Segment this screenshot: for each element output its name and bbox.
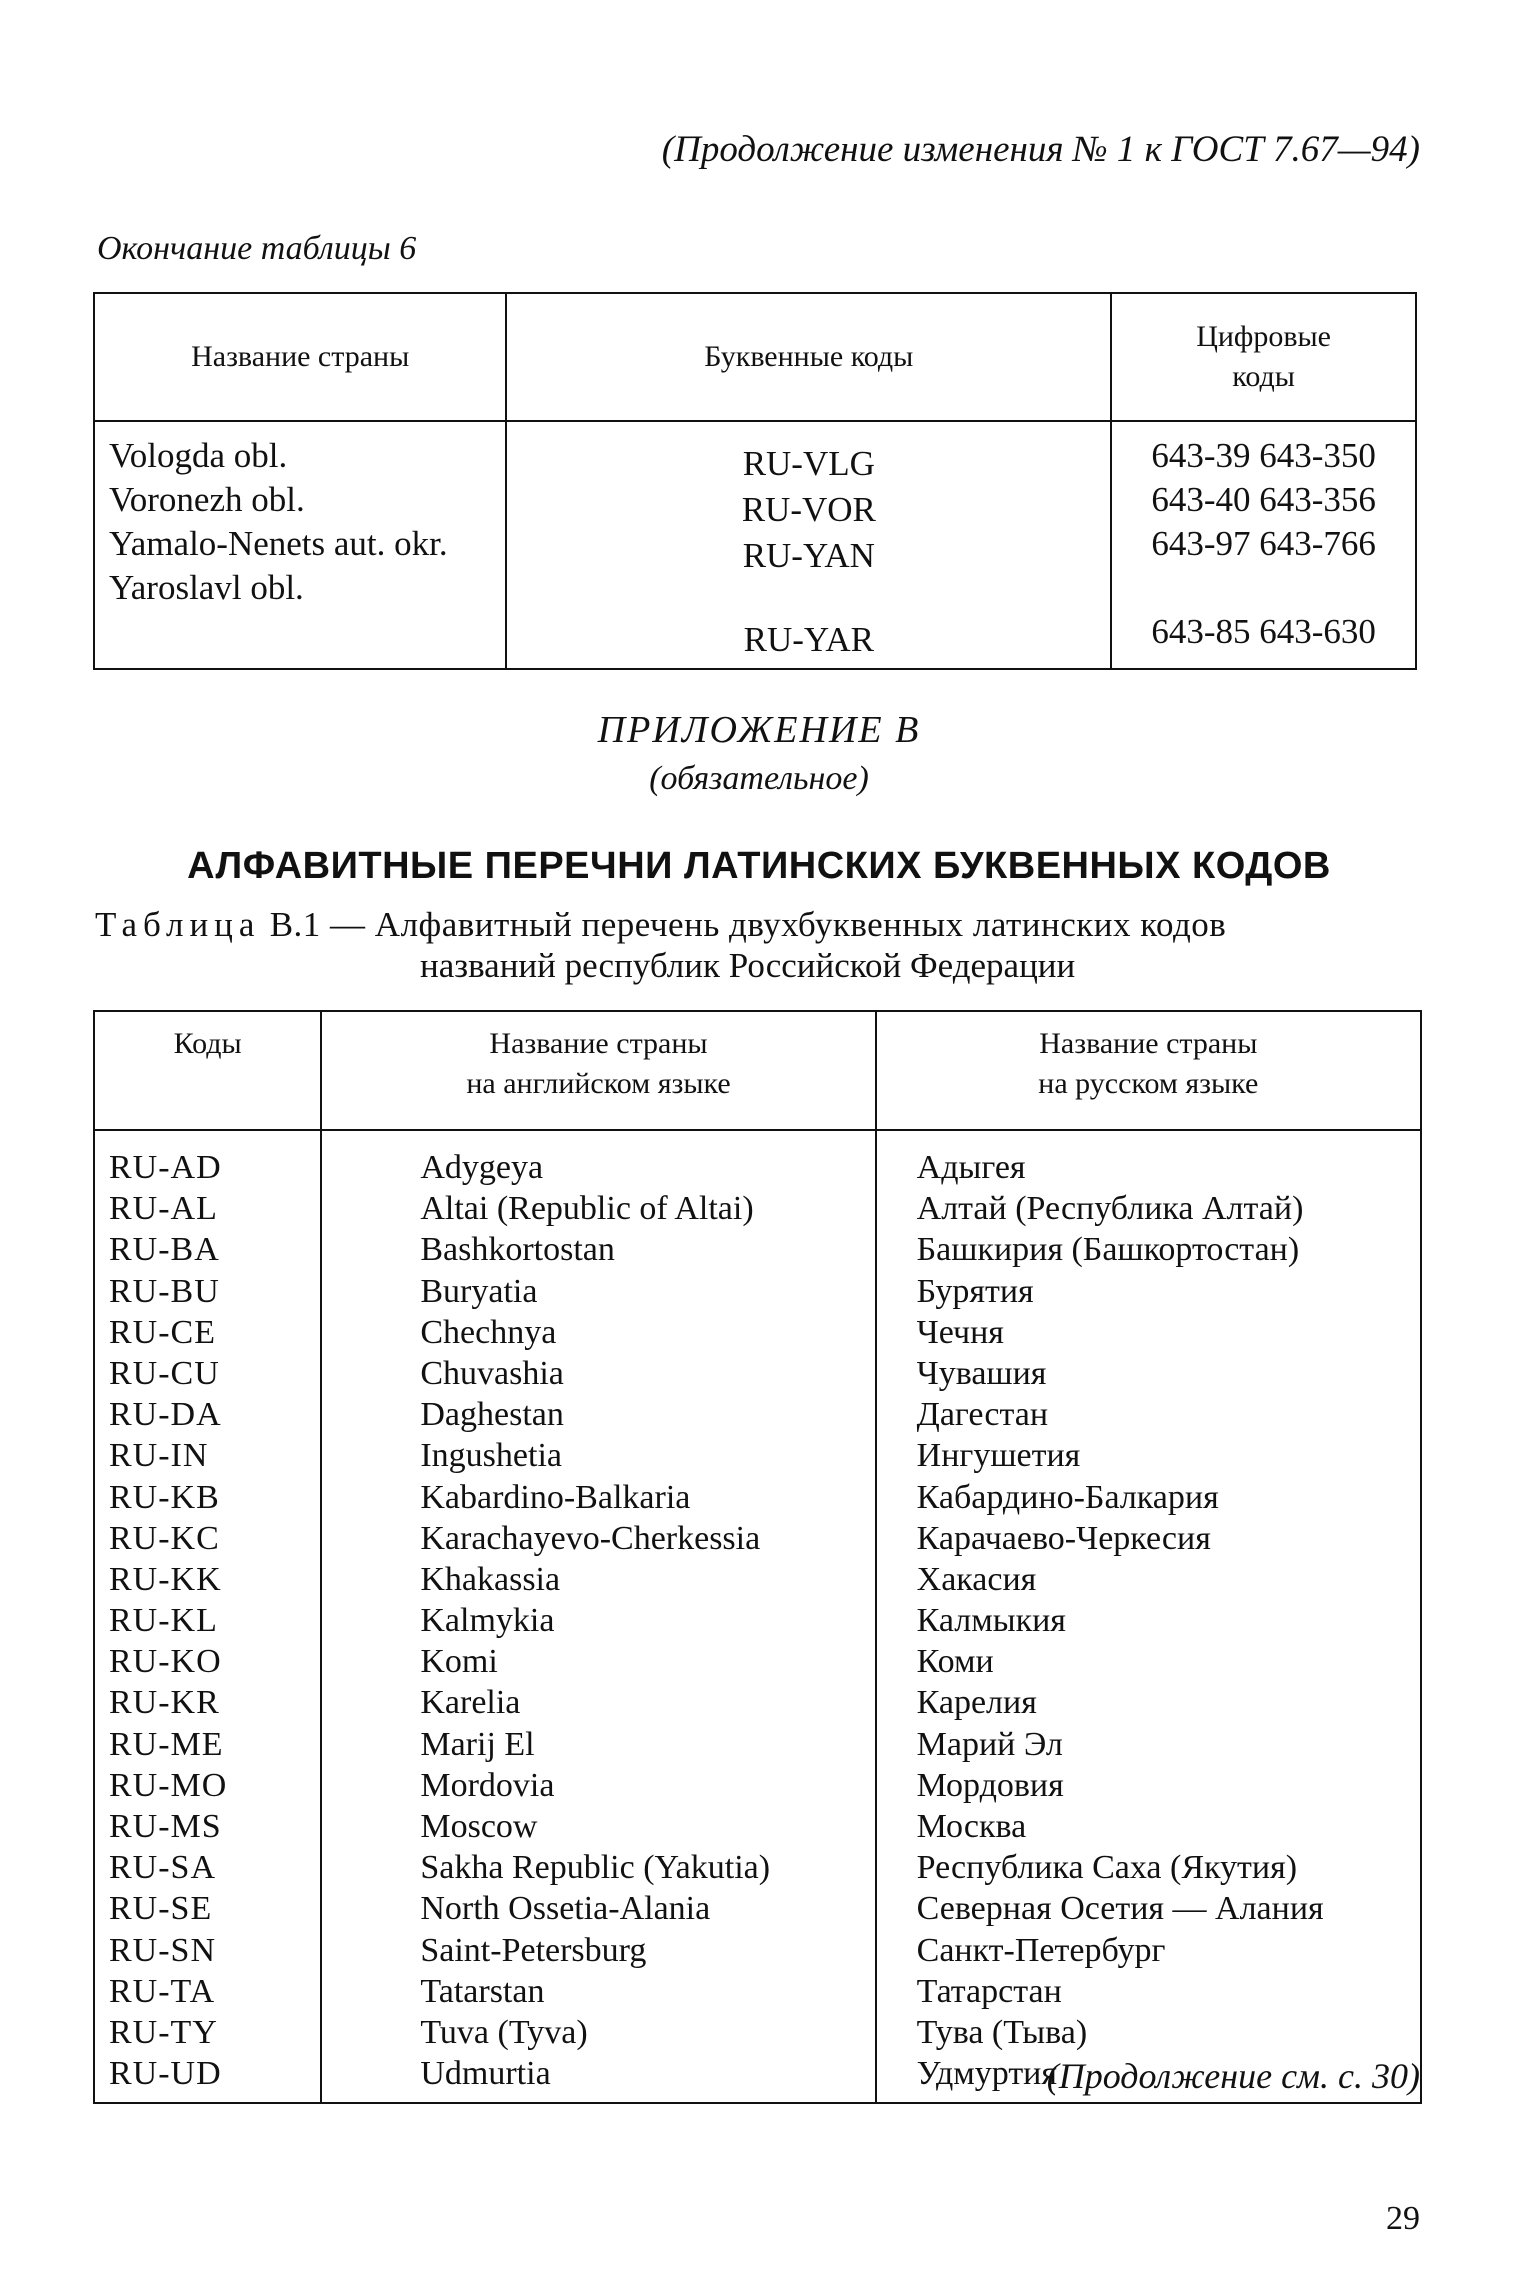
running-header: (Продолжение изменения № 1 к ГОСТ 7.67—94) — [661, 129, 1420, 170]
table-label-word: Таблица — [95, 905, 261, 944]
appendix-subtitle: (обязательное) — [649, 760, 869, 797]
table-6-digits: 643-97 643-766 — [1151, 524, 1376, 563]
table-6-body-row — [94, 421, 1416, 669]
region-name-english: Tuva (Tyva) — [420, 2013, 588, 2051]
english-header-line2: на английском языке — [466, 1067, 731, 1100]
table-6-code: RU-YAN — [742, 536, 875, 575]
column-header-english — [321, 1011, 875, 1130]
region-name-russian: Дагестан — [916, 1396, 1049, 1434]
region-name-english: Karelia — [420, 1684, 521, 1722]
region-name-english: Chechnya — [420, 1313, 557, 1351]
region-code: RU-KL — [109, 1602, 218, 1640]
region-name-russian: Удмуртия — [916, 2055, 1058, 2093]
table-6-digits: 643-40 643-356 — [1151, 480, 1376, 519]
region-code: RU-TA — [109, 1972, 216, 2010]
digit-codes-label: Цифровые коды — [1196, 320, 1331, 393]
region-name-russian: Республика Саха (Якутия) — [916, 1849, 1298, 1887]
english-names-column — [321, 1130, 875, 2103]
table-6-code: RU-YAR — [743, 620, 874, 659]
table-6 — [93, 292, 1417, 670]
region-code: RU-UD — [109, 2055, 222, 2093]
region-name-russian: Чечня — [916, 1313, 1004, 1351]
table-b1-header-row — [94, 1011, 1421, 1130]
region-name-english: Mordovia — [420, 1766, 555, 1804]
region-name-russian: Алтай (Республика Алтай) — [916, 1190, 1304, 1228]
table-label-rest: В.1 — Алфавитный перечень двухбуквенных латинских кодов — [269, 905, 1227, 944]
table-6-header-row — [94, 293, 1416, 421]
region-code: RU-BA — [109, 1231, 220, 1269]
table-b1-body-row — [94, 1130, 1421, 2103]
table-6-name: Vologda obl. — [109, 436, 288, 475]
table-6-digits: 643-39 643-350 — [1151, 436, 1376, 475]
region-code: RU-SA — [109, 1849, 217, 1887]
region-name-russian: Татарстан — [916, 1972, 1062, 2010]
region-name-english: Bashkortostan — [420, 1231, 615, 1269]
region-code: RU-AL — [109, 1190, 218, 1228]
region-name-english: Karachayevo-Cherkessia — [420, 1519, 761, 1557]
table-caption: Окончание таблицы 6 — [97, 230, 417, 267]
region-name-english: Ingushetia — [420, 1437, 562, 1475]
region-name-english: Adygeya — [420, 1149, 544, 1186]
region-name-russian: Марий Эл — [916, 1725, 1063, 1763]
region-name-russian: Адыгея — [916, 1149, 1026, 1186]
region-name-english: Marij El — [420, 1725, 535, 1763]
region-name-english: Sakha Republic (Yakutia) — [420, 1849, 771, 1887]
region-code: RU-CE — [109, 1313, 216, 1351]
russian-header-line2: на русском языке — [1038, 1067, 1259, 1100]
region-name-english: Altai (Republic of Altai) — [420, 1190, 754, 1228]
table-b1-label-line2: названий республик Российской Федерации — [420, 946, 1076, 985]
region-name-russian: Тува (Тыва) — [916, 2013, 1088, 2051]
table-6-name: Voronezh obl. — [109, 480, 305, 519]
section-heading: АЛФАВИТНЫЕ ПЕРЕЧНИ ЛАТИНСКИХ БУКВЕННЫХ КОДОВ — [187, 845, 1331, 887]
region-code: RU-ME — [109, 1725, 224, 1763]
region-name-english: North Ossetia-Alania — [420, 1890, 711, 1928]
region-name-russian: Москва — [916, 1808, 1027, 1845]
region-name-russian: Калмыкия — [916, 1602, 1066, 1640]
region-code: RU-KC — [109, 1519, 220, 1557]
region-name-english: Chuvashia — [420, 1354, 564, 1392]
region-code: RU-MO — [109, 1766, 228, 1804]
russian-names-column — [876, 1130, 1421, 2103]
table-6-name: Yaroslavl obl. — [109, 568, 304, 607]
region-name-russian: Бурятия — [916, 1272, 1034, 1310]
region-name-russian: Карелия — [916, 1684, 1037, 1722]
region-name-russian: Северная Осетия — Алания — [916, 1890, 1324, 1928]
region-name-english: Daghestan — [420, 1396, 564, 1434]
column-header-codes: Коды — [94, 1011, 321, 1130]
region-code: RU-AD — [109, 1149, 222, 1186]
column-header-russian — [876, 1011, 1421, 1130]
column-header-country: Название страны — [94, 293, 506, 421]
region-code: RU-SE — [109, 1890, 213, 1928]
table-b1-label — [95, 905, 1226, 945]
region-name-russian: Ингушетия — [916, 1437, 1081, 1475]
table-6-codes-cell — [506, 421, 1111, 669]
region-code: RU-CU — [109, 1354, 220, 1392]
table-6-names-cell — [94, 421, 506, 669]
column-header-digit-codes — [1111, 293, 1416, 421]
region-name-russian: Коми — [916, 1643, 994, 1681]
region-name-russian: Мордовия — [916, 1766, 1064, 1804]
region-code: RU-BU — [109, 1272, 220, 1310]
region-name-english: Udmurtia — [420, 2055, 551, 2093]
region-name-english: Kabardino-Balkaria — [420, 1478, 691, 1516]
region-code: RU-KO — [109, 1643, 222, 1681]
region-name-english: Moscow — [420, 1808, 538, 1845]
region-code: RU-KK — [109, 1560, 222, 1598]
appendix-title: ПРИЛОЖЕНИЕ В — [597, 709, 921, 751]
region-name-russian: Санкт-Петербург — [916, 1931, 1166, 1969]
region-code: RU-TY — [109, 2013, 218, 2051]
table-b1 — [93, 1010, 1422, 2104]
region-code: RU-SN — [109, 1931, 217, 1969]
region-name-russian: Башкирия (Башкортостан) — [916, 1231, 1300, 1269]
region-name-english: Kalmykia — [420, 1602, 555, 1640]
table-6-digits-cell — [1111, 421, 1416, 669]
table-6-code: RU-VLG — [742, 444, 875, 483]
page-number: 29 — [1386, 2200, 1420, 2237]
region-name-english: Saint-Petersburg — [420, 1931, 647, 1969]
region-name-english: Khakassia — [420, 1560, 561, 1598]
region-code: RU-IN — [109, 1437, 209, 1475]
column-header-letter-codes: Буквенные коды — [506, 293, 1111, 421]
region-name-english: Tatarstan — [420, 1972, 545, 2010]
region-name-russian: Чувашия — [916, 1354, 1047, 1392]
region-code: RU-KR — [109, 1684, 220, 1722]
region-code: RU-MS — [109, 1808, 222, 1845]
region-name-english: Buryatia — [420, 1272, 538, 1310]
table-6-code: RU-VOR — [741, 490, 876, 529]
english-header-line1: Название страны — [489, 1027, 708, 1060]
continuation-note: (Продолжение см. с. 30) — [1046, 2056, 1420, 2096]
region-code: RU-DA — [109, 1396, 222, 1434]
region-name-russian: Карачаево-Черкесия — [916, 1519, 1211, 1557]
table-6-digits: 643-85 643-630 — [1151, 612, 1376, 651]
region-code: RU-KB — [109, 1478, 220, 1516]
russian-header-line1: Название страны — [1039, 1027, 1258, 1060]
region-name-russian: Хакасия — [916, 1560, 1037, 1598]
region-name-russian: Кабардино-Балкария — [916, 1478, 1219, 1516]
region-name-english: Komi — [420, 1643, 498, 1681]
codes-column — [94, 1130, 321, 2103]
table-6-name: Yamalo-Nenets aut. okr. — [109, 524, 448, 563]
